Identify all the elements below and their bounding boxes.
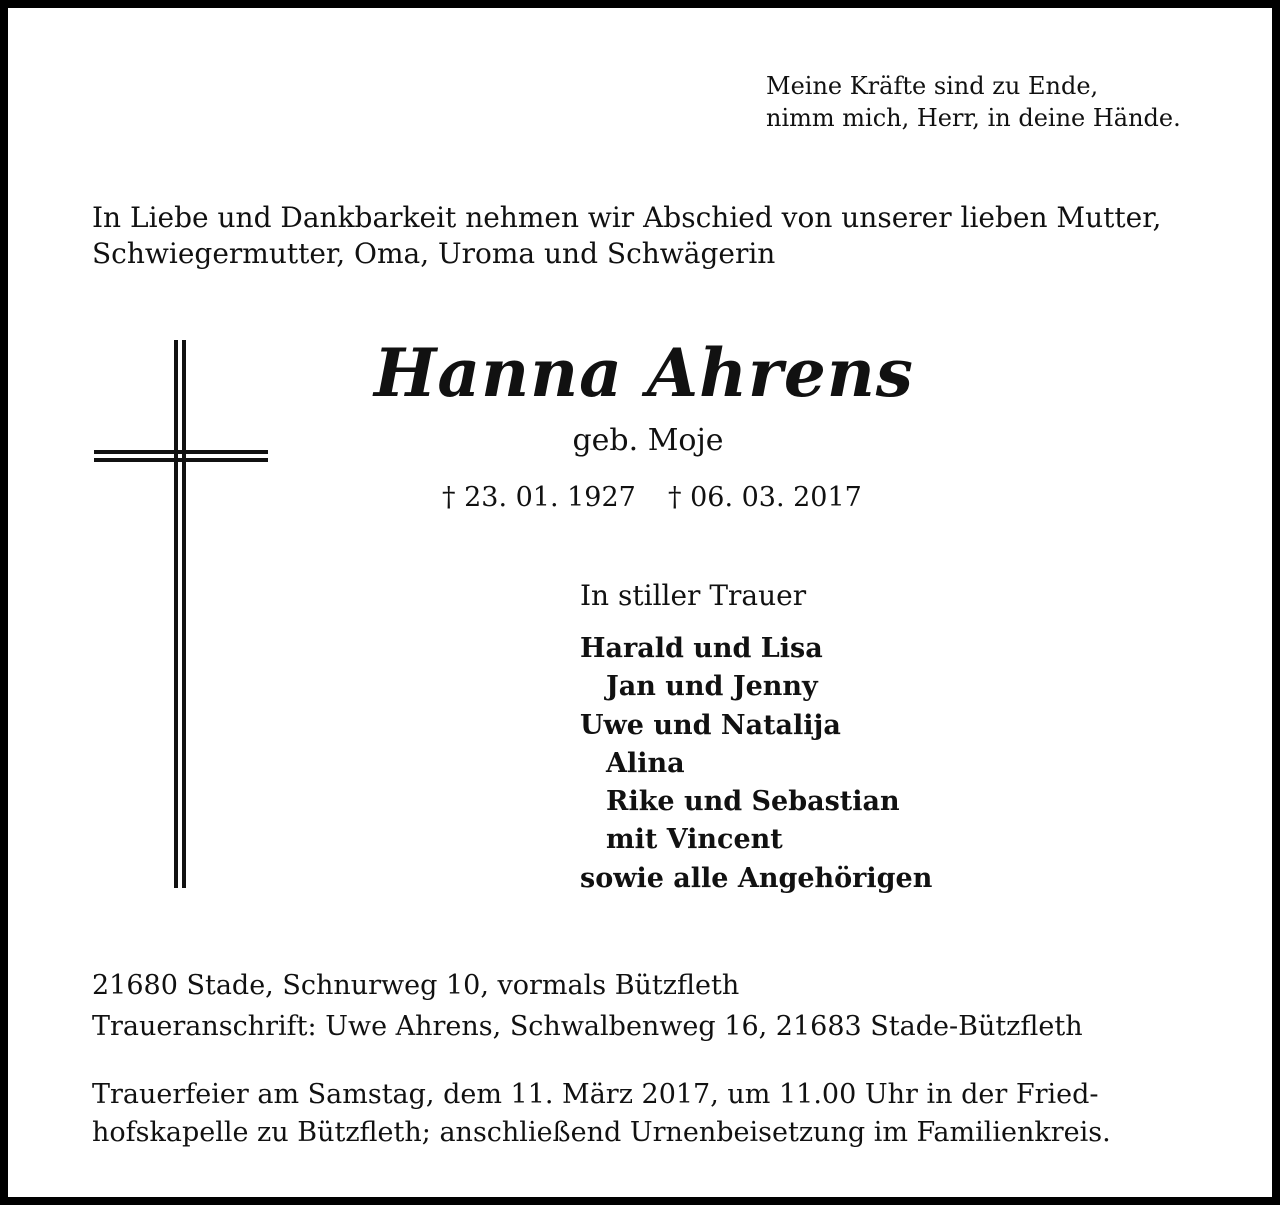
mourner-entry: Alina <box>606 747 685 779</box>
intro-line: Schwiegermutter, Oma, Uroma und Schwägerin <box>92 237 776 270</box>
verse-line: Meine Kräfte sind zu Ende, <box>766 72 1099 100</box>
ceremony-line: Trauerfeier am Samstag, dem 11. März 2017, um 11.00 Uhr in der Fried- <box>92 1079 1099 1110</box>
intro-line: In Liebe und Dankbarkeit nehmen wir Abschied von unserer lieben Mutter, <box>92 201 1162 234</box>
residence-address: 21680 Stade, Schnurweg 10, vormals Bützfleth <box>92 970 740 1001</box>
mourner-entry: Rike und Sebastian <box>606 786 900 818</box>
address-block <box>92 965 1083 1047</box>
mourner-entry: Harald und Lisa <box>580 633 823 664</box>
mourner-entry: sowie alle Angehörigen <box>580 862 933 894</box>
verse-line: nimm mich, Herr, in deine Hände. <box>766 104 1181 132</box>
mourner-entry: Jan und Jenny <box>606 671 818 703</box>
intro-text <box>92 200 1161 272</box>
death-date: † 06. 03. 2017 <box>668 482 862 513</box>
verse-quote <box>766 70 1181 134</box>
cross-icon <box>88 336 278 896</box>
mourner-entry: Uwe und Natalija <box>580 709 841 741</box>
mourner-entry: mit Vincent <box>606 824 783 856</box>
ceremony-info <box>92 1076 1111 1152</box>
deceased-name: Hanna Ahrens <box>374 334 914 412</box>
mourners-list <box>580 630 932 898</box>
mourning-address: Traueranschrift: Uwe Ahrens, Schwalbenweg 16, 21683 Stade-Bützfleth <box>92 1011 1083 1042</box>
birth-date: † 23. 01. 1927 <box>442 482 636 513</box>
ceremony-line: hofskapelle zu Bützfleth; anschließend Urnenbeisetzung im Familienkreis. <box>92 1117 1111 1148</box>
mourning-heading: In stiller Trauer <box>580 579 807 612</box>
maiden-name: geb. Moje <box>572 423 724 458</box>
